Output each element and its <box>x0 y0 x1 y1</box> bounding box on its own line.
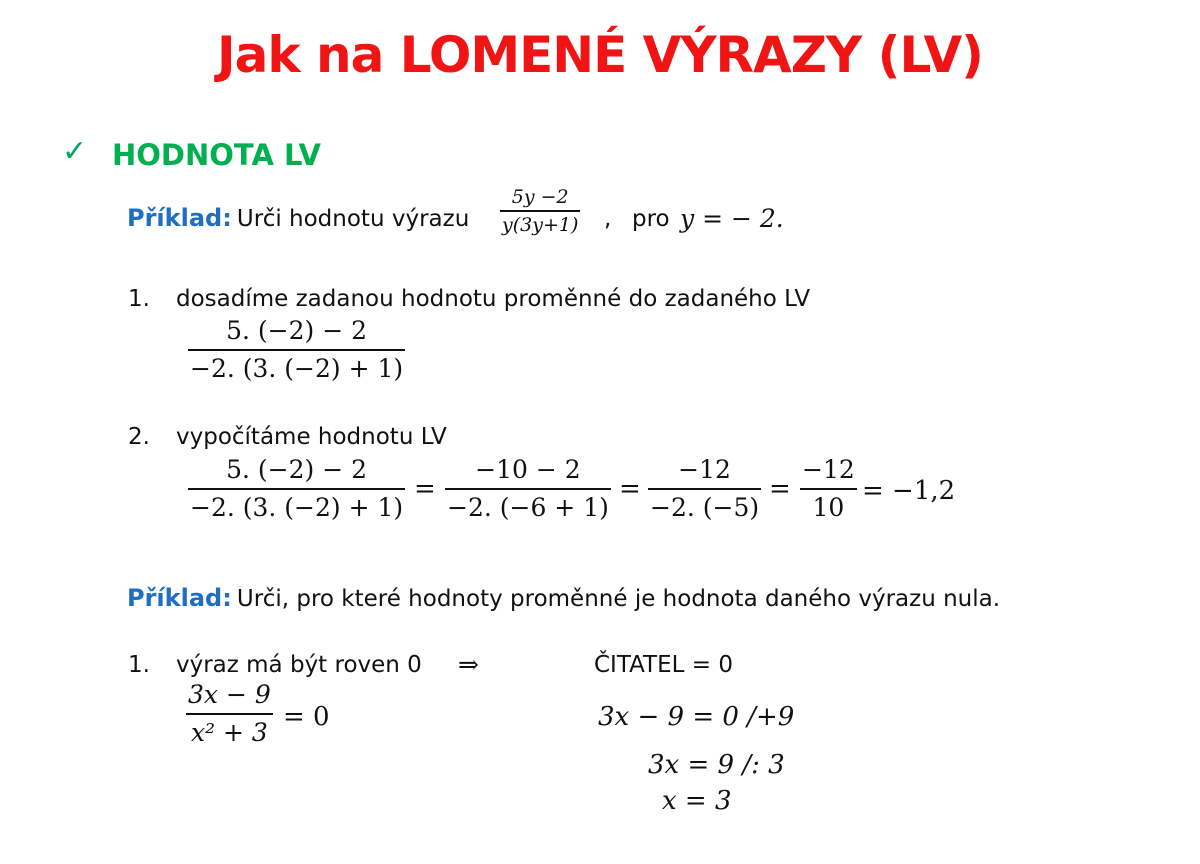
example1-comma: , <box>604 206 612 232</box>
step2-text: vypočítáme hodnotu LV <box>176 424 447 450</box>
solution-line-1: 3x − 9 = 0 /+9 <box>598 702 795 732</box>
fraction-numerator: −10 − 2 <box>475 455 581 484</box>
ex2-step1-text: výraz má být roven 0 <box>176 652 422 678</box>
result-value: = −1,2 <box>862 476 956 506</box>
solution-line-3: x = 3 <box>662 786 732 816</box>
fraction-denominator: −2. (3. (−2) + 1) <box>190 354 404 383</box>
chain-fraction-1 <box>188 455 405 522</box>
fraction-denominator: −2. (3. (−2) + 1) <box>190 493 404 522</box>
fraction-denominator: −2. (−5) <box>650 493 760 522</box>
fraction-numerator: −12 <box>678 455 731 484</box>
fraction-numerator: −12 <box>802 455 855 484</box>
fraction-numerator: 3x − 9 <box>188 680 271 709</box>
fraction-numerator: 5y −2 <box>511 186 569 208</box>
fraction-numerator: 5. (−2) − 2 <box>226 455 368 484</box>
equals-sign: = <box>619 474 641 504</box>
page-title: Jak na LOMENÉ VÝRAZY (LV) <box>217 26 983 84</box>
fraction-denominator: y(3y+1) <box>502 213 579 236</box>
chain-fraction-4 <box>800 455 857 522</box>
ex2-fraction-equals: = 0 <box>283 702 330 732</box>
implies-arrow-icon: ⇒ <box>458 650 479 679</box>
fraction-numerator: 5. (−2) − 2 <box>226 316 368 345</box>
fraction-bar <box>445 488 611 490</box>
example1-condition: y = − 2. <box>680 204 784 233</box>
fraction-denominator: 10 <box>812 493 845 522</box>
equals-sign: = <box>769 474 791 504</box>
step1-number: 1. <box>128 286 150 312</box>
fraction-bar <box>648 488 761 490</box>
ex2-step1-number: 1. <box>128 652 150 678</box>
step1-text: dosadíme zadanou hodnotu proměnné do zadaného LV <box>176 286 811 312</box>
chain-fraction-2 <box>445 455 611 522</box>
step1-fraction <box>188 316 405 383</box>
example1-fraction <box>500 186 580 236</box>
ex2-fraction <box>186 680 273 747</box>
fraction-denominator: −2. (−6 + 1) <box>447 493 609 522</box>
check-icon: ✓ <box>62 134 88 169</box>
ex2-condition: ČITATEL = 0 <box>594 652 733 678</box>
example1-label: Příklad: <box>127 204 232 232</box>
fraction-bar <box>500 210 580 212</box>
step2-number: 2. <box>128 424 150 450</box>
example1-text: Urči hodnotu výrazu <box>236 206 470 232</box>
example2-line <box>127 584 1000 612</box>
chain-fraction-3 <box>648 455 761 522</box>
example2-text: Urči, pro které hodnoty proměnné je hodnota daného výrazu nula. <box>236 586 1001 612</box>
example1-pro: pro <box>632 206 670 232</box>
example2-label: Příklad: <box>127 584 232 612</box>
fraction-bar <box>800 488 857 490</box>
example1-line <box>127 204 469 232</box>
fraction-denominator: x² + 3 <box>190 718 268 747</box>
solution-line-2: 3x = 9 /: 3 <box>648 750 785 780</box>
fraction-bar <box>188 349 405 351</box>
fraction-bar <box>186 713 273 715</box>
equals-sign: = <box>414 474 436 504</box>
section-heading: HODNOTA LV <box>112 138 321 172</box>
fraction-bar <box>188 488 405 490</box>
